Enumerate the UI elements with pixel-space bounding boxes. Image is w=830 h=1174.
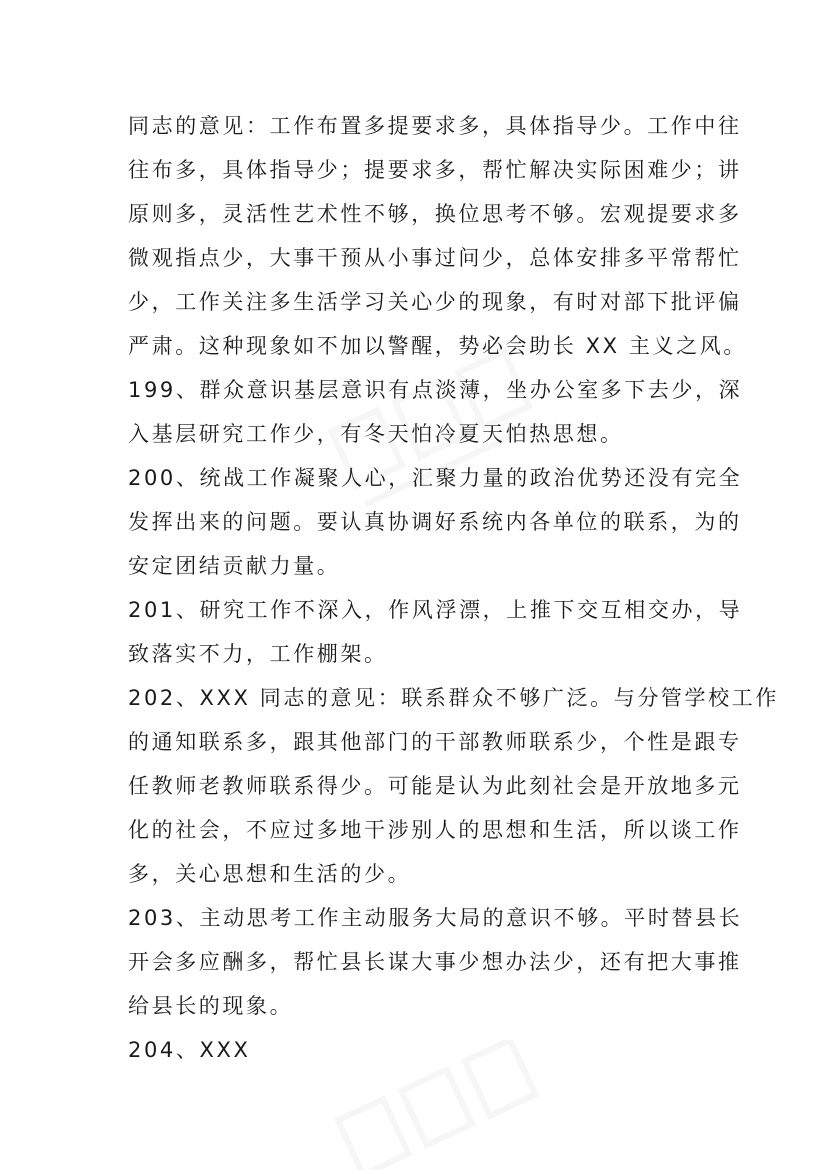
text-line: 任教师老教师联系得少。可能是认为此刻社会是开放地多元	[128, 774, 742, 798]
text-line: 安定团结贡献力量。	[128, 554, 341, 578]
item-201-line: 201、研究工作不深入，作风浮漂，上推下交互相交办，导	[128, 598, 743, 622]
item-203-line: 203、主动思考工作主动服务大局的意识不够。平时替县长	[128, 906, 743, 930]
text-line: 的通知联系多，跟其他部门的干部教师联系少，个性是跟专	[128, 730, 742, 754]
text-line: 致落实不力，工作棚架。	[128, 642, 388, 666]
text-line: 给县长的现象。	[128, 994, 294, 1018]
text-line: 发挥出来的问题。要认真协调好系统内各单位的联系，为的	[128, 510, 742, 534]
text-line: 少，工作关注多生活学习关心少的现象，有时对部下批评偏	[128, 290, 742, 314]
text-line: 多，关心思想和生活的少。	[128, 862, 412, 886]
text-line: 化的社会，不应过多地干涉别人的思想和生活，所以谈工作	[128, 818, 742, 842]
text-line: 严肃。这种现象如不加以警醒，势必会助长 XX 主义之风。	[128, 334, 747, 358]
text-line: 同志的意见：工作布置多提要求多，具体指导少。工作中往	[128, 114, 742, 138]
item-199-line: 199、群众意识基层意识有点淡薄，坐办公室多下去少，深	[128, 378, 743, 402]
text-line: 开会多应酬多，帮忙县长谋大事少想办法少，还有把大事推	[128, 950, 742, 974]
text-line: 原则多，灵活性艺术性不够，换位思考不够。宏观提要求多	[128, 202, 742, 226]
text-line: 微观指点少，大事干预从小事过问少，总体安排多平常帮忙	[128, 246, 742, 270]
document-body	[128, 104, 779, 1072]
item-202-line: 202、XXX 同志的意见：联系群众不够广泛。与分管学校工作	[128, 686, 779, 710]
item-204-line: 204、XXX	[128, 1038, 251, 1062]
text-line: 往布多，具体指导少；提要求多，帮忙解决实际困难少；讲	[128, 158, 742, 182]
text-line: 入基层研究工作少，有冬天怕冷夏天怕热思想。	[128, 422, 624, 446]
item-200-line: 200、统战工作凝聚人心，汇聚力量的政治优势还没有完全	[128, 466, 743, 490]
